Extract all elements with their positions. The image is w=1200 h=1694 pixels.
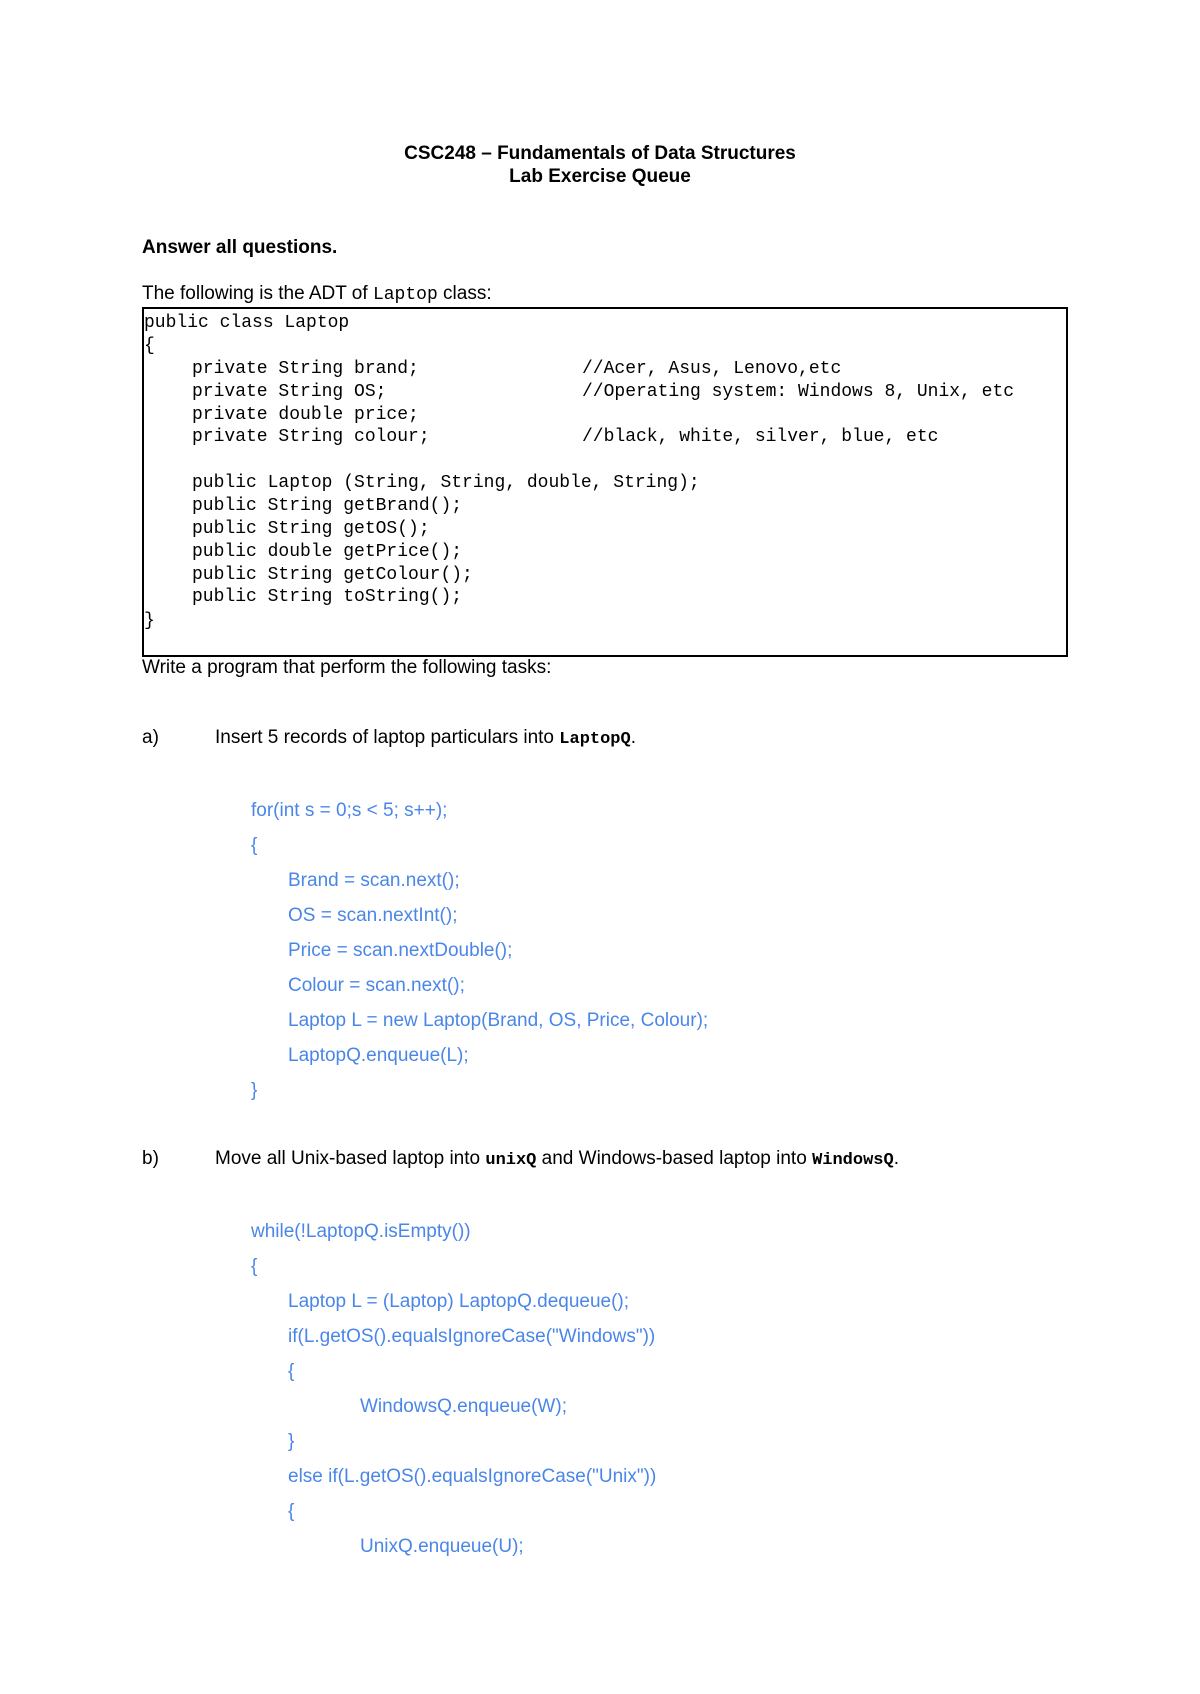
- answer-b-line: {: [288, 1501, 295, 1522]
- code-close-brace: }: [144, 611, 155, 631]
- code-field-comment: //black, white, silver, blue, etc: [582, 427, 939, 447]
- answer-b-line: }: [288, 1431, 295, 1452]
- answer-a-line: }: [251, 1080, 258, 1101]
- question-b-prefix: Move all Unix-based laptop into: [215, 1148, 486, 1169]
- question-b-label: b): [142, 1148, 159, 1169]
- answer-a-line: Colour = scan.next();: [288, 975, 465, 996]
- code-method: public String toString();: [192, 587, 463, 607]
- code-field-comment: //Acer, Asus, Lenovo,etc: [582, 359, 842, 379]
- code-method: public String getOS();: [192, 519, 430, 539]
- code-method: public Laptop (String, String, double, String);: [192, 473, 700, 493]
- code-open-brace: {: [144, 336, 155, 356]
- code-field-decl: private double price;: [192, 405, 419, 425]
- code-field-decl: private String brand;: [192, 359, 419, 379]
- code-method: public String getBrand();: [192, 496, 463, 516]
- question-a-code: LaptopQ: [559, 730, 631, 749]
- answer-a-line: Laptop L = new Laptop(Brand, OS, Price, Colour);: [288, 1010, 709, 1031]
- adt-intro: [142, 283, 492, 305]
- adt-intro-prefix: The following is the ADT of: [142, 283, 373, 304]
- document-subtitle: Lab Exercise Queue: [509, 166, 691, 187]
- question-b-code2: WindowsQ: [812, 1151, 894, 1170]
- question-b-code1: unixQ: [485, 1151, 537, 1170]
- answer-b-line: WindowsQ.enqueue(W);: [360, 1396, 567, 1417]
- code-method: public String getColour();: [192, 565, 473, 585]
- answer-b-line: {: [288, 1361, 295, 1382]
- task-intro: Write a program that perform the following tasks:: [142, 657, 552, 678]
- answer-b-line: while(!LaptopQ.isEmpty()): [251, 1221, 471, 1242]
- document-title: CSC248 – Fundamentals of Data Structures: [404, 143, 796, 164]
- question-a-text: [215, 727, 636, 749]
- answer-a-line: Brand = scan.next();: [288, 870, 460, 891]
- adt-code-box: [142, 307, 1068, 657]
- answer-b-line: {: [251, 1256, 258, 1277]
- question-a-label: a): [142, 727, 159, 748]
- code-method: public double getPrice();: [192, 542, 463, 562]
- answer-a-line: Price = scan.nextDouble();: [288, 940, 513, 961]
- adt-intro-suffix: class:: [437, 283, 492, 304]
- answer-a-line: LaptopQ.enqueue(L);: [288, 1045, 469, 1066]
- answer-b-line: if(L.getOS().equalsIgnoreCase("Windows")): [288, 1326, 656, 1347]
- answer-a-line: OS = scan.nextInt();: [288, 905, 458, 926]
- adt-intro-classname: Laptop: [372, 285, 438, 305]
- question-a-prefix: Insert 5 records of laptop particulars into: [215, 727, 560, 748]
- code-field-decl: private String OS;: [192, 382, 387, 402]
- question-b-text: [215, 1148, 899, 1170]
- answer-a-line: for(int s = 0;s < 5; s++);: [251, 800, 448, 821]
- answer-a-line: {: [251, 835, 258, 856]
- instruction: Answer all questions.: [142, 237, 338, 258]
- question-b-suffix: .: [893, 1148, 899, 1169]
- code-class-header: public class Laptop: [144, 313, 350, 333]
- code-field-comment: //Operating system: Windows 8, Unix, etc: [582, 382, 1015, 402]
- answer-b-line: Laptop L = (Laptop) LaptopQ.dequeue();: [288, 1291, 630, 1312]
- answer-b-line: UnixQ.enqueue(U);: [360, 1536, 524, 1557]
- question-b-mid: and Windows-based laptop into: [536, 1148, 813, 1169]
- answer-b-line: else if(L.getOS().equalsIgnoreCase("Unix")): [288, 1466, 657, 1487]
- question-a-suffix: .: [630, 727, 636, 748]
- code-field-decl: private String colour;: [192, 427, 430, 447]
